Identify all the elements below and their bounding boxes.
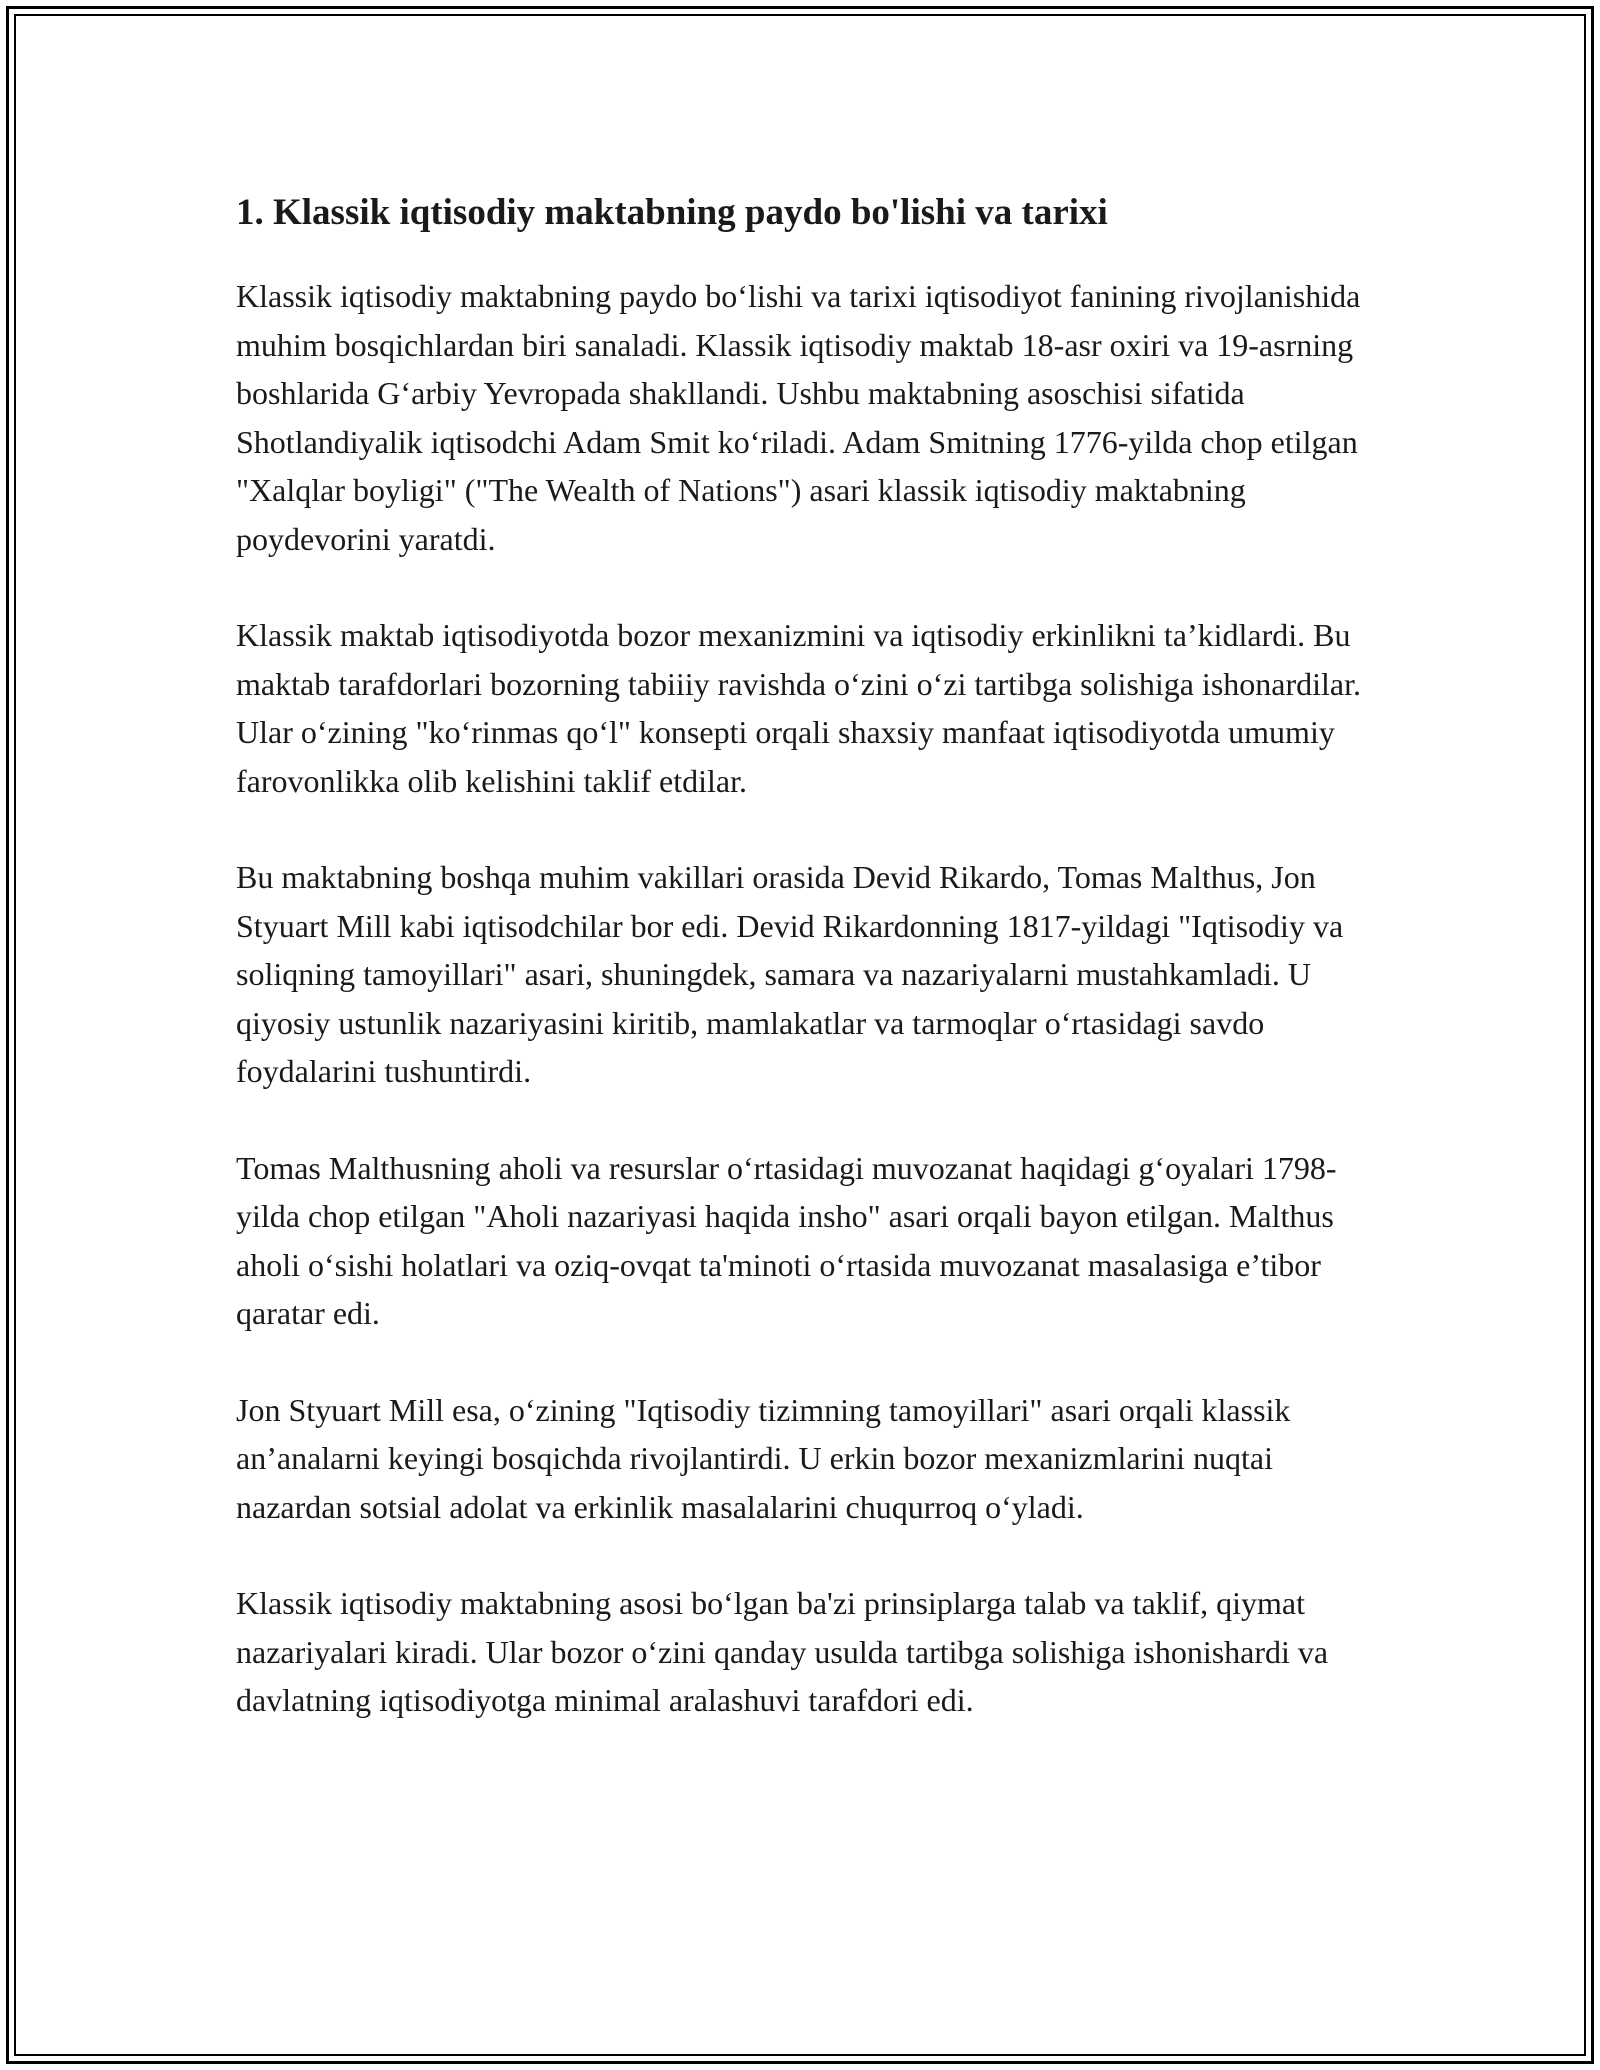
paragraph-4: Tomas Malthusning aholi va resurslar o‘rtasidagi muvozanat haqidagi g‘oyalari 1798-yilda chop etilgan "Aholi nazariyasi haqida insho" asari orqali bayon etilgan. Malthus aholi o‘sishi holatlari va oziq-ovqat ta'minoti o‘rtasida muvozanat masalasiga e’tibor qaratar edi. [236, 1149, 1337, 1331]
paragraph-6: Klassik iqtisodiy maktabning asosi bo‘lgan ba'zi prinsiplarga talab va taklif, qiymat nazariyalari kiradi. Ular bozor o‘zini qanday usulda tartibga solishiga ishonishardi va davlatning iqtisodiyotga minimal aralashuvi tarafdori edi. [236, 1585, 1329, 1718]
paragraph-2: Klassik maktab iqtisodiyotda bozor mexanizmini va iqtisodiy erkinlikni ta’kidlardi. Bu maktab tarafdorlari bozorning tabiiiy ravishda o‘zini o‘zi tartibga solishiga ishonardilar. Ular o‘zining "ko‘rinmas qo‘l" konsepti orqali shaxsiy manfaat iqtisodiyotda umumiy farovonlikka olib kelishini taklif etdilar. [236, 617, 1361, 799]
paragraph-3: Bu maktabning boshqa muhim vakillari orasida Devid Rikardo, Tomas Malthus, Jon Styuart Mill kabi iqtisodchilar bor edi. Devid Rikardonning 1817-yildagi "Iqtisodiy va soliqning tamoyillari" asari, shuningdek, samara va nazariyalarni mustahkamladi. U qiyosiy ustunlik nazariyasini kiritib, mamlakatlar va tarmoqlar o‘rtasidagi savdo foydalarini tushuntirdi. [236, 859, 1344, 1089]
paragraph-5: Jon Styuart Mill esa, o‘zining "Iqtisodiy tizimning tamoyillari" asari orqali klassik an’analarni keyingi bosqichda rivojlantirdi. U erkin bozor mexanizmlarini nuqtai nazardan sotsial adolat va erkinlik masalalarini chuqurroq o‘yladi. [236, 1391, 1291, 1525]
section-heading: 1. Klassik iqtisodiy maktabning paydo bo'lishi va tarixi [236, 192, 1108, 233]
paragraph-1: Klassik iqtisodiy maktabning paydo bo‘lishi va tarixi iqtisodiyot fanining rivojlanishida muhim bosqichlardan biri sanaladi. Klassik iqtisodiy maktab 18-asr oxiri va 19-asrning boshlarida G‘arbiy Yevropada shakllandi. Ushbu maktabning asoschisi sifatida Shotlandiyalik iqtisodchi Adam Smit ko‘riladi. Adam Smitning 1776-yilda chop etilgan "Xalqlar boyligi" ("The Wealth of Nations") asari klassik iqtisodiy maktabning poydevorini yaratdi. [236, 278, 1361, 557]
document-body [236, 186, 1376, 1773]
